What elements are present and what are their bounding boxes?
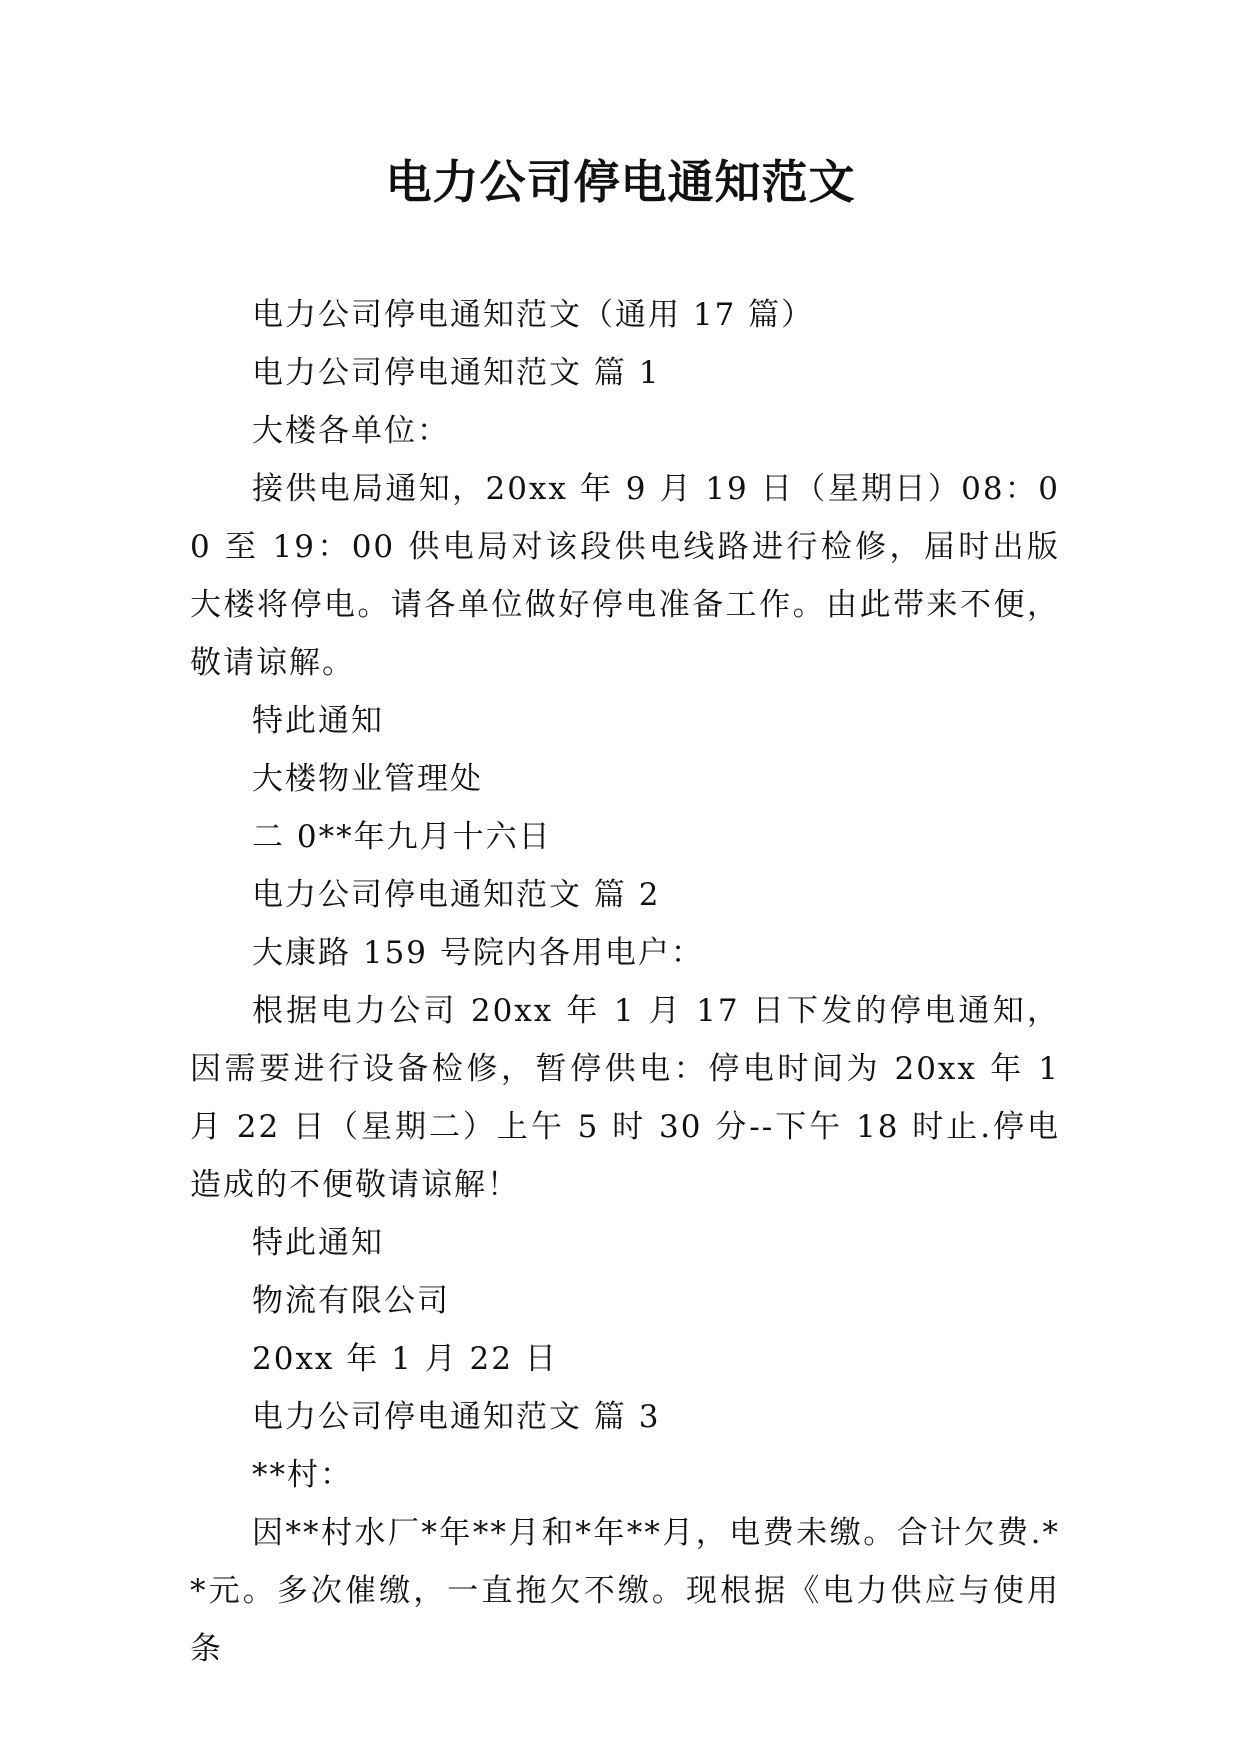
paragraph-section-2-heading: 电力公司停电通知范文 篇 2 bbox=[252, 877, 661, 913]
paragraph-signer-1: 大楼物业管理处 bbox=[252, 761, 483, 797]
paragraph-body-3: 因**村水厂*年**月和*年**月，电费未缴。合计欠费.**元。多次催缴，一直拖欠不缴。现根据《电力供应与使用条 bbox=[190, 1515, 1060, 1667]
paragraph-salutation-2: 大康路 159 号院内各用电户： bbox=[252, 935, 704, 971]
paragraph-body-1: 接供电局通知，20xx 年 9 月 19 日（星期日）08：00 至 19：00 供电局对该段供电线路进行检修，届时出版大楼将停电。请各单位做好停电准备工作。由此带来不便，敬请谅解。 bbox=[190, 471, 1060, 681]
paragraph-notice-2: 特此通知 bbox=[252, 1225, 384, 1261]
paragraph-date-1: 二 0**年九月十六日 bbox=[252, 819, 552, 855]
paragraph-notice-1: 特此通知 bbox=[252, 703, 384, 739]
paragraph-salutation-3: **村： bbox=[252, 1457, 353, 1493]
paragraph-section-3-heading: 电力公司停电通知范文 篇 3 bbox=[252, 1399, 661, 1435]
document-body bbox=[190, 286, 1060, 1678]
paragraph-section-1-heading: 电力公司停电通知范文 篇 1 bbox=[252, 355, 661, 391]
paragraph-date-2: 20xx 年 1 月 22 日 bbox=[252, 1341, 558, 1377]
paragraph-body-2: 根据电力公司 20xx 年 1 月 17 日下发的停电通知，因需要进行设备检修，暂停供电：停电时间为 20xx 年 1 月 22 日（星期二）上午 5 时 30 分--下午 18 时止.停电造成的不便敬请谅解！ bbox=[190, 993, 1060, 1203]
paragraph-signer-2: 物流有限公司 bbox=[252, 1283, 450, 1319]
paragraph-salutation-1: 大楼各单位： bbox=[252, 413, 450, 449]
paragraph-subtitle: 电力公司停电通知范文（通用 17 篇） bbox=[252, 297, 815, 333]
document-title: 电力公司停电通知范文 bbox=[385, 155, 856, 209]
